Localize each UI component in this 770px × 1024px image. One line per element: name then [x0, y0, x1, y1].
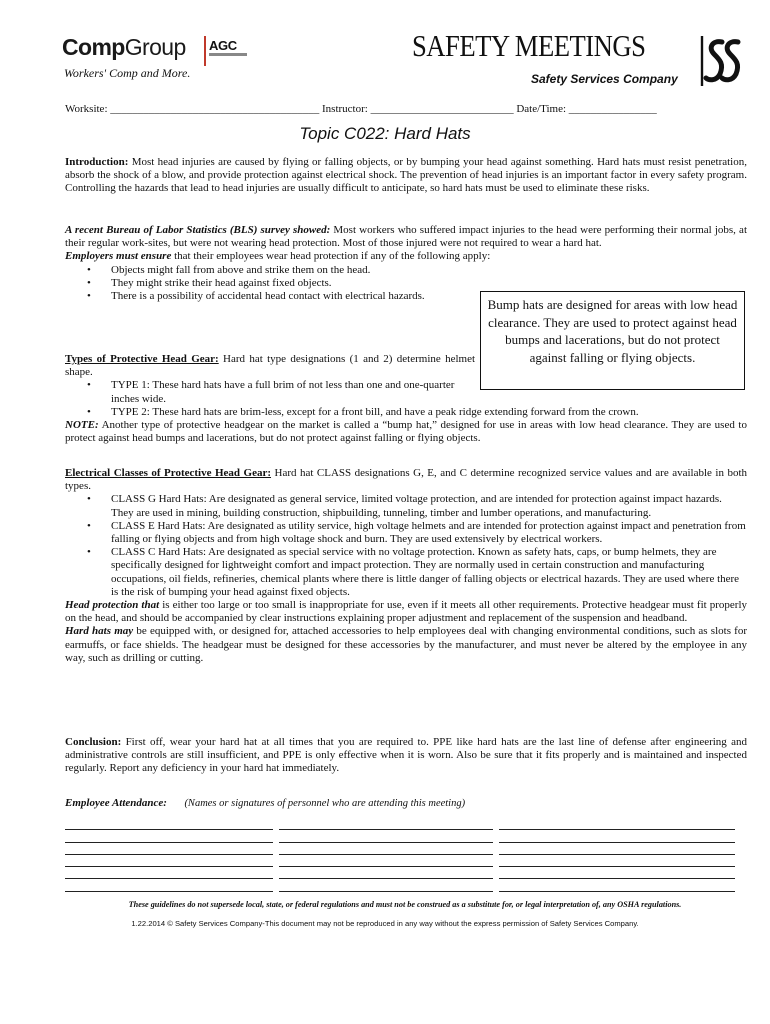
signature-line[interactable] — [499, 830, 735, 842]
attendance-label: Employee Attendance: — [65, 797, 167, 809]
agc-logo-subtext — [209, 53, 247, 56]
classes-list — [65, 493, 747, 599]
employers-lead: Employers must ensure — [65, 250, 172, 263]
types-list — [65, 379, 747, 419]
signature-line[interactable] — [279, 855, 493, 867]
document-title: SAFETY MEETINGS — [412, 28, 646, 63]
brand-rest: Group — [124, 34, 186, 60]
compgroup-logo — [62, 34, 186, 61]
types-lead: Types of Protective Head Gear: — [65, 353, 219, 365]
signature-line[interactable] — [65, 855, 273, 867]
note-text: Another type of protective headgear on the market is called a “bump hat,” designed for use in areas with low head clearance. They are used to protect against head bumps and lacerations, but do not protect against falling or flying objects. — [65, 419, 747, 445]
signature-line[interactable] — [65, 818, 273, 830]
attendance-header — [65, 797, 747, 810]
company-name: Safety Services Company — [531, 72, 678, 86]
conclusion-text: First off, wear your hard hat at all times that you are required to. PPE like hard hats are the last line of defense after engineering and administrative controls are still insufficient, and PPE is only effective when it is worn. Also be sure that it fits properly and is maintained and inspected regularly. Report any deficiency in your hard hat immediately. — [65, 736, 747, 775]
hard-hats-text: be equipped with, or designed for, attached accessories to help employees deal with changing environmental conditions, such as slots for earmuffs, or face shields. The headgear must be designed for these accessories by the manufacturer, and must never be altered by the employee in any way, such as drilling or cutting. — [65, 625, 748, 664]
intro-text: Most head injuries are caused by flying or falling objects, or by bumping your head against something. Hard hats must resist penetration, absorb the shock of a blow, and provide protection against electrical shock. The prevention of head injuries is an important factor in every safety program. Controlling the hazards that lead to head injuries are usually difficult to anticipate, so hard hats must be used to eliminate these risks. — [65, 156, 747, 195]
classes-section — [65, 467, 747, 665]
hard-hats-lead: Hard hats may — [65, 625, 134, 638]
signature-line[interactable] — [499, 867, 735, 879]
list-item: • There is a possibility of accidental head contact with electrical hazards. — [65, 290, 475, 303]
safety-services-logo-icon — [698, 34, 746, 88]
signature-line[interactable] — [499, 855, 735, 867]
list-item: • CLASS E Hard Hats: Are designated as utility service, high voltage helmets and are intended for protection against impact and penetration from falling or flying objects and from high voltage shock and burn. They are used extensively by electrical workers. — [65, 520, 747, 546]
copyright-footer: 1.22.2014 © Safety Services Company-This document may not be reproduced in any way without the express permission of Safety Services Company. — [131, 919, 639, 928]
classes-lead: Electrical Classes of Protective Head Gear: — [65, 467, 272, 479]
note-lead: NOTE: — [65, 419, 99, 432]
employers-text: that their employees wear head protection if any of the following apply: — [171, 250, 491, 263]
signature-line[interactable] — [279, 867, 493, 879]
signature-line[interactable] — [65, 830, 273, 842]
conclusion-lead: Conclusion: — [65, 736, 122, 748]
list-item: • TYPE 1: These hard hats have a full brim of not less than one and one-quarter inches wide. — [65, 379, 475, 405]
list-item: • They might strike their head against fixed objects. — [65, 277, 475, 290]
attendance-signature-lines — [65, 818, 747, 892]
brand-tagline: Workers' Comp and More. — [64, 66, 191, 80]
conclusion-section — [65, 736, 747, 776]
hazard-list — [65, 264, 475, 304]
list-item: • CLASS G Hard Hats: Are designated as general service, limited voltage protection, and are intended for protection against impact hazards. They are used in mining, building construction, shipbuilding, tunneling, timber and lumber operations, and manufacturing. — [65, 493, 747, 519]
signature-line[interactable] — [65, 843, 273, 855]
list-item: • Objects might fall from above and strike them on the head. — [65, 264, 475, 277]
signature-line[interactable] — [279, 843, 493, 855]
attendance-hint: (Names or signatures of personnel who are attending this meeting) — [184, 798, 466, 809]
agc-logo: AGC — [209, 38, 237, 53]
types-text: Hard hat type designations (1 and 2) determine helmet shape. — [65, 353, 476, 379]
signature-line[interactable] — [279, 879, 493, 891]
topic-heading: Topic C022: Hard Hats — [299, 124, 471, 143]
signature-line[interactable] — [499, 843, 735, 855]
signature-line[interactable] — [279, 830, 493, 842]
bls-text: Most workers who suffered impact injuries to the head were performing their normal jobs, at their regular work-sites, but were not wearing head protection. Most of those injured were not required to wear a hard hat. — [65, 224, 747, 250]
list-item: • TYPE 2: These hard hats are brim-less, except for a front bill, and have a peak ridge extending forward from the crown. — [65, 406, 747, 419]
signature-line[interactable] — [499, 818, 735, 830]
list-item: • CLASS C Hard Hats: Are designated as special service with no voltage protection. Known as safety hats, caps, or bump helmets, they are specifically designed for lightweight comfort and impact protection. They are normally used in certain construction and manufacturing occupations, oil fields, refineries, chemical plants where there is little danger of falling objects or electrical hazards. They are used where there is the risk of bumping your head against fixed objects. — [65, 546, 747, 599]
meeting-info-line: Worksite: ______________________________________ Instructor: __________________________ Date/Time: ________________ — [65, 103, 657, 115]
logo-divider — [204, 36, 206, 66]
bump-hat-callout: Bump hats are designed for areas with low head clearance. They are used to protect against head bumps and lacerations, but do not protect against falling or flying objects. — [480, 291, 745, 390]
introduction-section — [65, 156, 747, 196]
intro-lead: Introduction: — [65, 156, 129, 168]
head-protection-text: is either too large or too small is inappropriate for use, even if it meets all other requirements. Protective headgear must fit properly on the head, and should be accompanied by clear instructions explaining proper adjustment and replacement of the suspension and headband. — [65, 599, 748, 625]
classes-text: Hard hat CLASS designations G, E, and C determine recognized service values and are available in both types. — [65, 467, 747, 493]
disclaimer: These guidelines do not supersede local, state, or federal regulations and must not be construed as a substitute for, or legal interpretation of, any OSHA regulations. — [128, 900, 682, 909]
types-section — [65, 353, 747, 445]
signature-line[interactable] — [65, 867, 273, 879]
head-protection-lead: Head protection that — [65, 599, 160, 612]
signature-line[interactable] — [65, 879, 273, 891]
brand-bold: Comp — [62, 34, 125, 60]
bls-lead: A recent Bureau of Labor Statistics (BLS) survey showed: — [65, 224, 331, 236]
signature-line[interactable] — [499, 879, 735, 891]
signature-line[interactable] — [279, 818, 493, 830]
